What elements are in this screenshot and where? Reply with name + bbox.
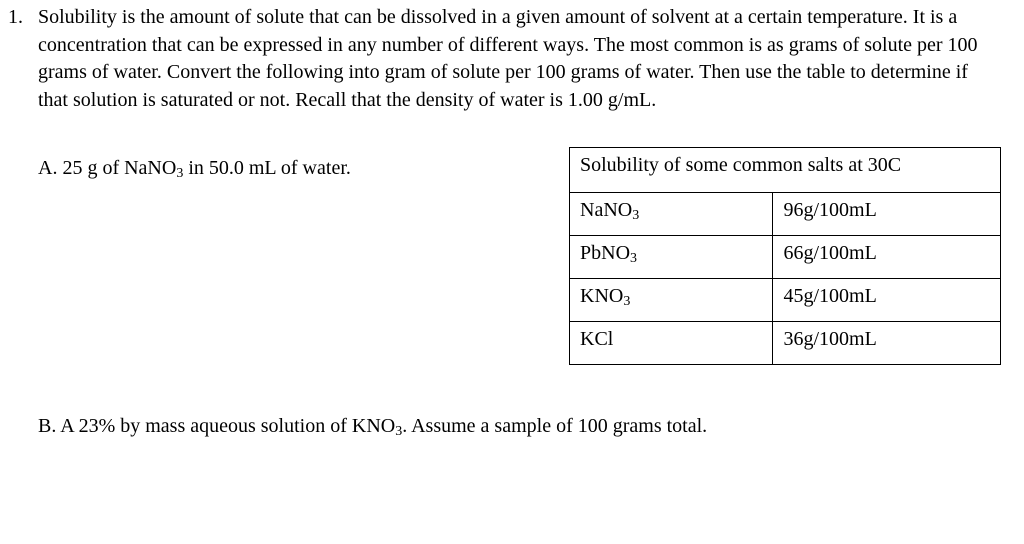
salt-subscript: 3 xyxy=(623,294,631,309)
question-text: Solubility is the amount of solute that can be dissolved in a given amount of solvent at a certain temperature. It is a concentration that can be expressed in any number of different ways. The most common is as grams of solute per 100 grams of water. Convert the following into gram of solute per 100 grams of water. Then use the table to determine if that solution is saturated or not. Recall that the density of water is 1.00 g/mL. xyxy=(38,6,978,111)
salt-base: KNO xyxy=(580,285,624,307)
part-b-subscript: 3 xyxy=(395,424,403,439)
salt-base: NaNO xyxy=(580,199,633,221)
table-row xyxy=(570,193,1001,236)
table-row xyxy=(570,279,1001,322)
part-b-prefix: B. A 23% by mass aqueous solution of KNO xyxy=(38,415,396,437)
solubility-value: 36g/100mL xyxy=(773,322,1001,365)
salt-name xyxy=(570,193,773,236)
salt-name xyxy=(570,322,773,365)
table-header: Solubility of some common salts at 30C xyxy=(570,148,1001,193)
salt-name xyxy=(570,279,773,322)
solubility-table xyxy=(569,147,1001,365)
part-a xyxy=(38,156,351,180)
table-header-row xyxy=(570,148,1001,193)
solubility-value: 96g/100mL xyxy=(773,193,1001,236)
part-a-subscript: 3 xyxy=(176,166,184,181)
salt-name xyxy=(570,236,773,279)
table-row xyxy=(570,236,1001,279)
salt-base: PbNO xyxy=(580,242,631,264)
solubility-value: 45g/100mL xyxy=(773,279,1001,322)
part-a-prefix: A. 25 g of NaNO xyxy=(38,157,177,179)
table-row xyxy=(570,322,1001,365)
salt-subscript: 3 xyxy=(630,251,638,266)
part-a-suffix: in 50.0 mL of water. xyxy=(183,157,351,179)
salt-subscript: 3 xyxy=(632,208,640,223)
part-b-suffix: . Assume a sample of 100 grams total. xyxy=(402,415,708,437)
salt-base: KCl xyxy=(580,328,614,350)
question-number: 1. xyxy=(8,6,23,28)
question-1 xyxy=(8,4,1008,114)
part-b xyxy=(38,414,707,438)
solubility-value: 66g/100mL xyxy=(773,236,1001,279)
